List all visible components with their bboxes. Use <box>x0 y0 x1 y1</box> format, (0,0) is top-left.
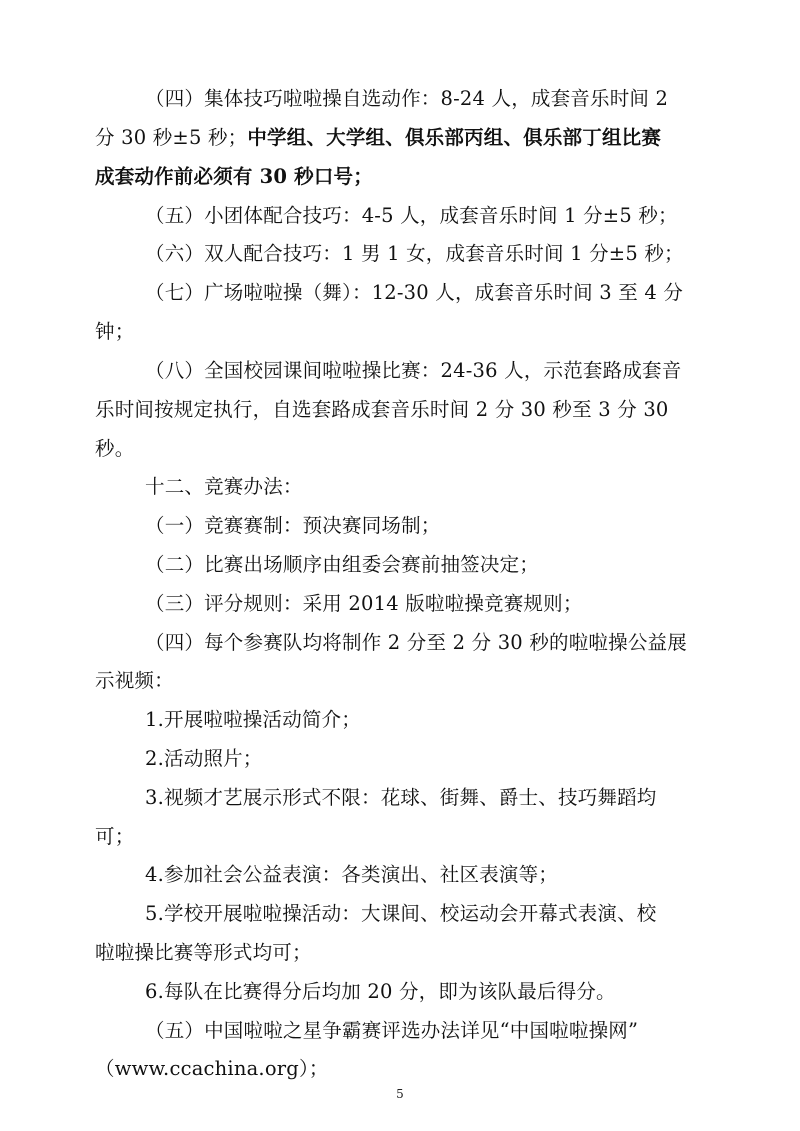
body-text: 可； <box>95 825 135 848</box>
body-line <box>145 271 800 315</box>
body-text: （一）竞赛赛制：预决赛同场制； <box>145 514 441 537</box>
body-line <box>145 543 800 587</box>
list-item <box>145 853 800 897</box>
body-text: 5.学校开展啦啦操活动：大课间、校运动会开幕式表演、校 <box>145 902 657 925</box>
body-line <box>145 504 800 548</box>
body-text: （四）集体技巧啦啦操自选动作：8-24 人，成套音乐时间 2 <box>145 87 669 110</box>
body-text: 1.开展啦啦操活动简介； <box>145 708 362 731</box>
body-text: 钟； <box>95 320 135 343</box>
body-text: （六）双人配合技巧：1 男 1 女，成套音乐时间 1 分±5 秒； <box>145 242 684 265</box>
body-line <box>95 116 800 160</box>
list-item <box>145 892 800 936</box>
section-heading <box>145 465 800 509</box>
body-line <box>145 77 800 121</box>
body-line <box>95 1047 800 1091</box>
body-text: （八）全国校园课间啦啦操比赛：24-36 人，示范套路成套音 <box>145 359 682 382</box>
page-number: 5 <box>396 1087 404 1101</box>
body-text: （三）评分规则：采用 2014 版啦啦操竞赛规则； <box>145 592 583 615</box>
body-text: 乐时间按规定执行，自选套路成套音乐时间 2 分 30 秒至 3 分 30 <box>95 398 669 421</box>
body-text: 十二、竞赛办法： <box>145 475 303 498</box>
list-item <box>145 776 800 820</box>
body-text: 3.视频才艺展示形式不限：花球、街舞、爵士、技巧舞蹈均 <box>145 786 657 809</box>
list-item <box>145 698 800 742</box>
body-text: （五）小团体配合技巧：4-5 人，成套音乐时间 1 分±5 秒； <box>145 204 678 227</box>
body-text: 示视频： <box>95 669 174 692</box>
body-text: 啦啦操比赛等形式均可； <box>95 941 312 964</box>
body-text: （七）广场啦啦操（舞）：12-30 人，成套音乐时间 3 至 4 分 <box>145 281 684 304</box>
body-text: （五）中国啦啦之星争霸赛评选办法详见“中国啦啦操网” <box>145 1019 639 1042</box>
body-text: （www.ccachina.org）； <box>95 1057 329 1080</box>
body-text: （四）每个参赛队均将制作 2 分至 2 分 30 秒的啦啦操公益展 <box>145 631 687 654</box>
body-line <box>145 232 800 276</box>
bold-text: 中学组、大学组、俱乐部丙组、俱乐部丁组比赛 <box>247 126 662 149</box>
body-text: 4.参加社会公益表演：各类演出、社区表演等； <box>145 863 559 886</box>
body-line <box>145 349 800 393</box>
body-line <box>95 155 800 199</box>
body-line <box>95 659 800 703</box>
list-item <box>145 970 800 1014</box>
body-line <box>145 582 800 626</box>
body-line <box>95 310 800 354</box>
body-text: （二）比赛出场顺序由组委会赛前抽签决定； <box>145 553 540 576</box>
body-text: 秒。 <box>95 437 135 460</box>
body-line <box>95 931 800 975</box>
body-text: 分 30 秒±5 秒； <box>95 126 248 149</box>
body-line <box>95 388 800 432</box>
list-item <box>145 737 800 781</box>
bold-text: 成套动作前必须有 30 秒口号； <box>95 165 373 188</box>
body-text: 6.每队在比赛得分后均加 20 分，即为该队最后得分。 <box>145 980 616 1003</box>
body-text: 2.活动照片； <box>145 747 263 770</box>
